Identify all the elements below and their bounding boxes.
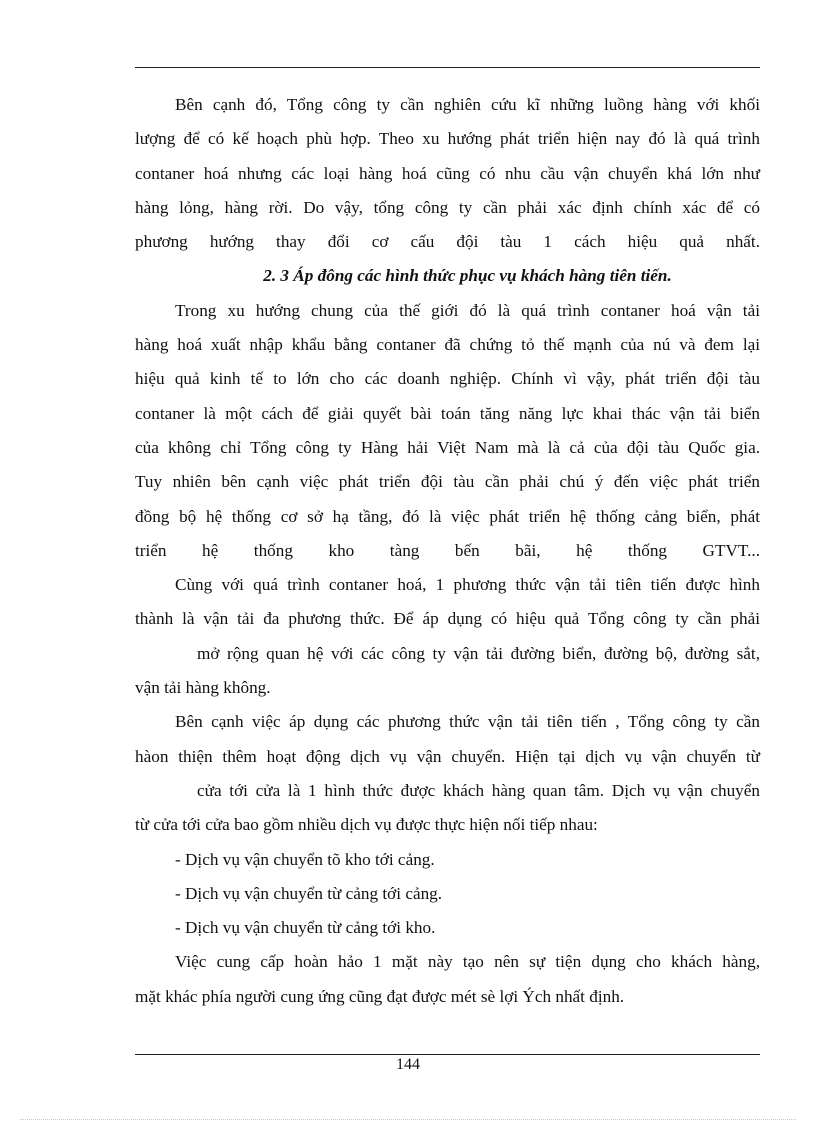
text-line: lượng để có kế hoạch phù hợp. Theo xu hướng phát triển hiện nay đó là quá trình [135,129,760,149]
text-line: mở rộng quan hệ với các công ty vận tải đường biển, đường bộ, đường sắt, [197,643,760,663]
text-line: từ cửa tới cửa bao gồm nhiều dịch vụ được thực hiện nối tiếp nhau: [135,815,598,835]
text-line: contaner là một cách để giải quyết bài toán tăng năng lực khai thác vận tải biển [135,403,760,423]
paragraph [135,945,760,1014]
footer-rule [135,1054,760,1055]
text-line: hàng lỏng, hàng rời. Do vậy, tổng công ty cần phải xác định chính xác để có [135,197,760,217]
text-line: Bên cạnh việc áp dụng các phương thức vận tải tiên tiến , Tổng công ty cần [175,712,760,732]
page-edge-dotted-line [20,1119,796,1120]
paragraph [135,705,760,842]
text-line: Việc cung cấp hoàn hảo 1 mặt này tạo nên sự tiện dụng cho khách hàng, [175,952,760,972]
paragraph [135,294,760,568]
text-line: hàon thiện thêm hoạt động dịch vụ vận chuyển. Hiện tại dịch vụ vận chuyển từ [135,746,760,766]
text-line: phương hướng thay đổi cơ cấu đội tàu 1 cách hiệu quả nhất. [135,232,760,252]
page-body [135,88,760,1014]
text-line: triển hệ thống kho tàng bến bãi, hệ thống GTVT... [135,540,760,560]
text-line: Tuy nhiên bên cạnh việc phát triển đội tàu cần phải chú ý đến việc phát triển [135,472,760,492]
text-line: contaner hoá nhưng các loại hàng hoá cũng có nhu cầu vận chuyển khá lớn như [135,163,760,183]
text-line: Bên cạnh đó, Tổng công ty cần nghiên cứu kĩ những luồng hàng với khối [175,95,760,114]
text-line: của không chỉ Tổng công ty Hàng hải Việt Nam mà là cả của đội tàu Quốc gia. [135,437,760,457]
text-line: hiệu quả kinh tế to lớn cho các doanh nghiệp. Chính vì vậy, phát triển đội tàu [135,369,760,389]
paragraph [135,568,760,705]
paragraph [135,88,760,259]
header-rule [135,67,760,68]
list-item: - Dịch vụ vận chuyển tõ kho tới cảng. [175,849,435,869]
text-line: đồng bộ hệ thống cơ sở hạ tầng, đó là việc phát triển hệ thống cảng biển, phát [135,506,760,526]
text-line: Cùng với quá trình contaner hoá, 1 phương thức vận tải tiên tiến được hình [175,575,760,595]
page-number: 144 [396,1056,420,1073]
list-item: - Dịch vụ vận chuyển từ cảng tới kho. [175,918,436,938]
text-line: thành là vận tải đa phương thức. Để áp dụng có hiệu quả Tổng công ty cần phải [135,609,760,629]
text-line: Trong xu hướng chung của thế giới đó là quá trình contaner hoá vận tải [175,300,760,320]
text-line: hàng hoá xuất nhập khẩu bằng contaner đã chứng tỏ thế mạnh của nú và đem lại [135,335,760,355]
text-line: cửa tới cửa là 1 hình thức được khách hàng quan tâm. Dịch vụ vận chuyển [197,780,760,800]
list-item: - Dịch vụ vận chuyển từ cảng tới cảng. [175,883,443,903]
section-heading: 2. 3 Áp đông các hình thức phục vụ khách hàng tiên tiến. [263,266,672,286]
text-line: vận tải hàng không. [135,678,271,698]
text-line: mặt khác phía người cung ứng cũng đạt được mét sè lợi Ých nhất định. [135,986,625,1006]
bullet-list [135,843,760,946]
